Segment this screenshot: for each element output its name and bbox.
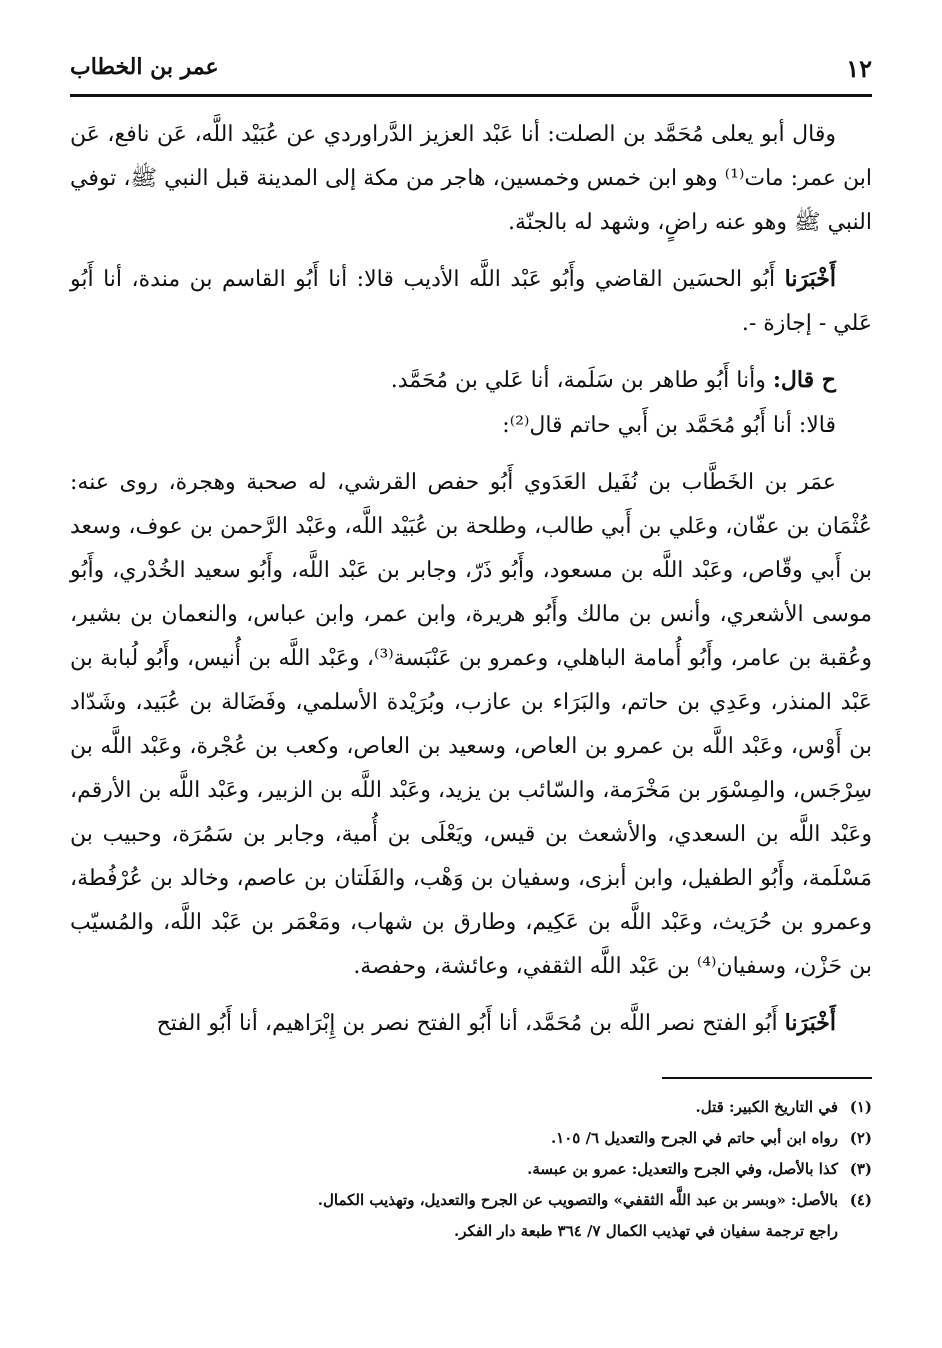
footnote-rule — [662, 1077, 872, 1079]
paragraph-lead: ح قال: — [772, 367, 836, 393]
footnote-continuation — [70, 1216, 872, 1247]
paragraph — [70, 112, 872, 245]
paragraph-text: وقال أبو يعلى مُحَمَّد بن الصلت: أنا عَبْد العزيز الدَّراوردي عن عُبَيْد اللَّه، عَن نافع، عَن ابن عمر: مات⁽¹⁾ وهو ابن خمس وخمسين، هاجر من مكة إلى المدينة قبل النبي ﷺ، توفي النبي ﷺ وهو عنه راضٍ، وشهد له بالجنّة. — [70, 122, 873, 235]
footnote-number: (٣) — [849, 1160, 872, 1178]
running-title: عمر بن الخطاب — [70, 54, 219, 80]
paragraph — [70, 257, 872, 346]
footnote — [70, 1123, 872, 1154]
paragraph-text: عمَر بن الخَطَّاب بن نُفَيل العَدَوي أَبُو حفص القرشي، له صحبة وهجرة، روى عنه: عُثْمَان بن عفّان، وعَلي بن أَبي طالب، وطلحة بن عُبَيْد اللَّه، وعَبْد الرَّحمن بن عوف، وسعد بن أَبي وقّاص، وعَبْد اللَّه بن مسعود، وأَبُو ذَرّ، وجابر بن عَبْد اللَّه، وأَبُو سعيد الخُدْري، وأَبُو موسى الأشعري، وأنس بن مالك وأَبُو هريرة، وابن عمر، وابن عباس، والنعمان بن بشير، وعُقبة بن عامر، وأَبُو أُمامة الباهلي، وعمرو بن عَنْبَسة⁽³⁾، وعَبْد اللَّه بن أُنيس، وأَبُو لُبابة بن عَبْد المنذر، وعَدِي بن حاتم، والبَرَاء بن عازب، وبُرَيْدة الأسلمي، وفَضَالة بن عُبَيد، وشَدّاد بن أَوْس، وعَبْد اللَّه بن عمرو بن العاص، وسعيد بن العاص، وكعب بن عُجْرة، وعَبْد اللَّه بن سِرْجَس، والمِسْوَر بن مَخْرَمة، والسّائب بن يزيد، وعَبْد اللَّه بن الزبير، وعَبْد اللَّه بن الأرقم، وعَبْد اللَّه بن السعدي، والأشعث بن قيس، ويَعْلَى بن أُمية، وجابر بن سَمُرَة، وحبيب بن مَسْلَمة، وأَبُو الطفيل، وابن أبزى، وسفيان بن وَهْب، والفَلَتان بن عاصم، وخالد بن عُرْفُطة، وعمرو بن حُرَيث، وعَبْد اللَّه بن عَكِيم، وطارق بن شهاب، ومَعْمَر بن عَبْد اللَّه، والمُسيّب بن حَزْن، وسفيان⁽⁴⁾ بن عَبْد اللَّه الثقفي، وعائشة، وحفصة. — [70, 470, 872, 979]
footnotes — [70, 1092, 872, 1247]
footnote-number: (٢) — [849, 1129, 872, 1147]
footnote — [70, 1154, 872, 1185]
header-rule — [70, 94, 872, 97]
page-number: ١٢ — [846, 54, 872, 83]
paragraph-text: قالا: أنا أَبُو مُحَمَّد بن أَبي حاتم قال⁽²⁾: — [502, 413, 836, 438]
paragraph-lead: أَخْبَرَنا — [784, 266, 836, 292]
footnote-number: (٤) — [849, 1191, 872, 1209]
paragraph-text: وأنا أَبُو طاهر بن سَلَمة، أنا عَلي بن مُحَمَّد. — [390, 368, 773, 393]
footnote-text: بالأصل: «وبسر بن عبد اللَّه الثقفي» والتصويب عن الجرح والتعديل، وتهذيب الكمال. — [317, 1191, 838, 1209]
footnote-text: في التاريخ الكبير: قتل. — [695, 1098, 838, 1116]
footnote-text: رواه ابن أبي حاتم في الجرح والتعديل ٦/ ١٠٥. — [550, 1129, 838, 1147]
paragraph-lead: أَخْبَرَنا — [784, 1010, 836, 1036]
footnote-text: كذا بالأصل، وفي الجرح والتعديل: عمرو بن عبسة. — [527, 1160, 838, 1178]
main-text — [70, 112, 872, 1058]
paragraph — [70, 403, 872, 448]
paragraph — [70, 1001, 872, 1046]
paragraph-text: أَبُو الحسَين القاضي وأَبُو عَبْد اللَّه الأديب قالا: أنا أَبُو القاسم بن مندة، أنا أَبُو عَلي - إجازة -. — [70, 267, 872, 336]
footnote-number: (١) — [849, 1098, 872, 1116]
footnote-text: راجع ترجمة سفيان في تهذيب الكمال ٧/ ٣٦٤ طبعة دار الفكر. — [454, 1222, 838, 1240]
paragraph — [70, 460, 872, 989]
footnote — [70, 1092, 872, 1123]
paragraph-text: أَبُو الفتح نصر اللَّه بن مُحَمَّد، أنا أَبُو الفتح نصر بن إِبْرَاهيم، أنا أَبُو الفتح — [156, 1011, 785, 1036]
footnote — [70, 1185, 872, 1216]
paragraph — [70, 358, 872, 403]
page-header — [70, 50, 872, 90]
